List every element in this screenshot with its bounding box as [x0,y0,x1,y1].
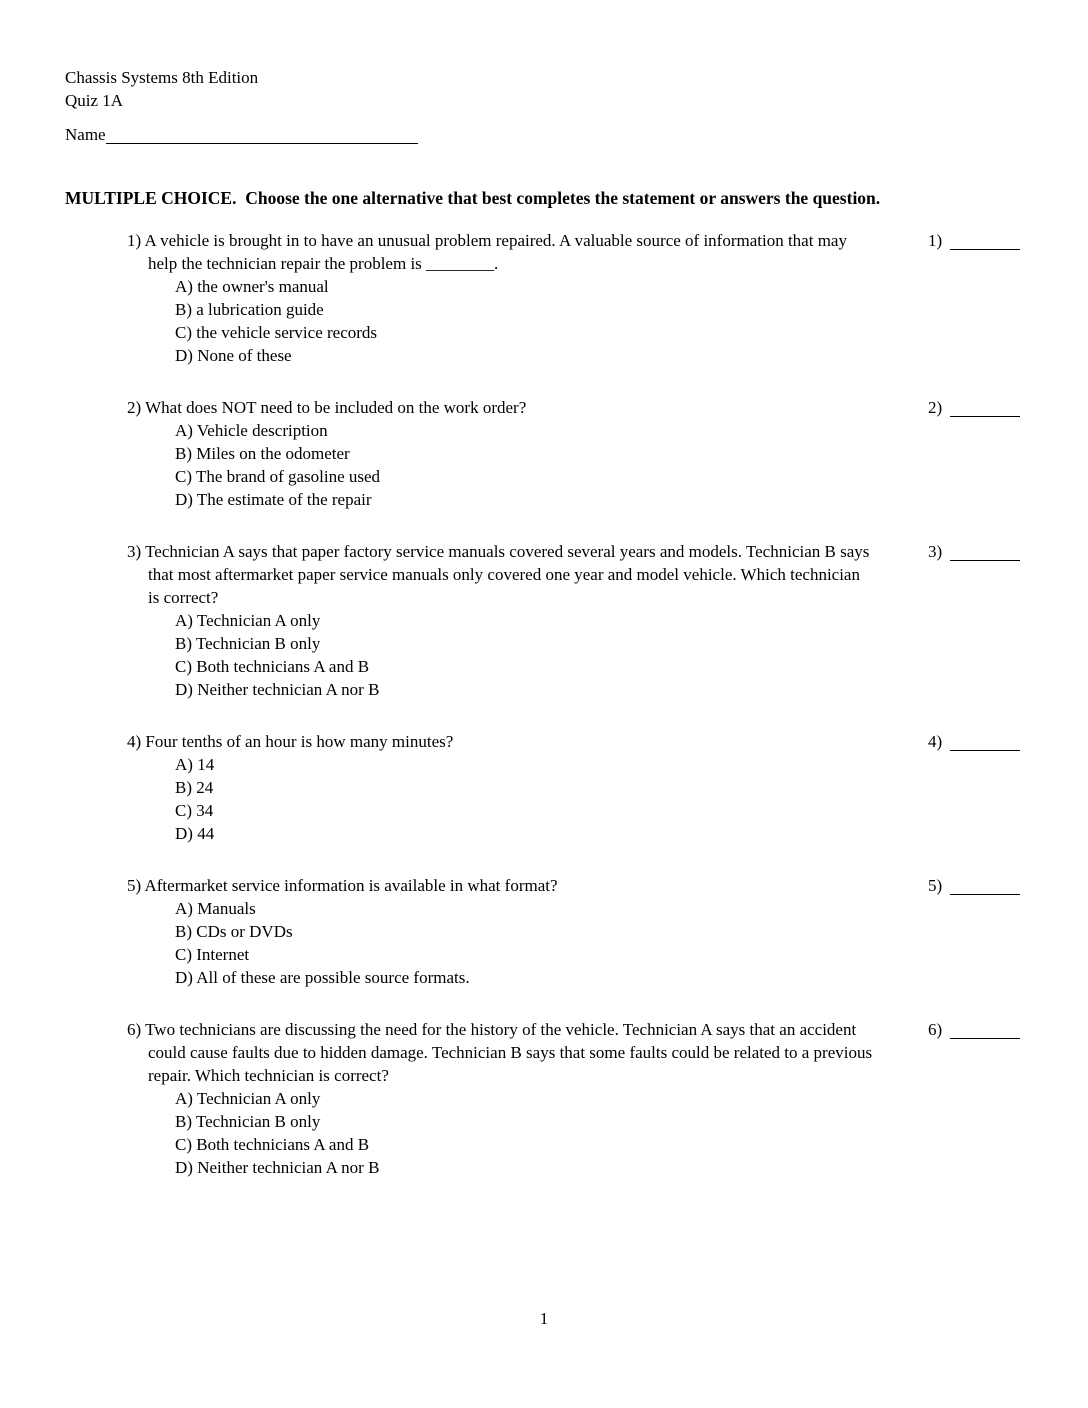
answer-choice: D) The estimate of the repair [175,490,372,509]
question-text: 5) Aftermarket service information is available in what format? [127,876,558,895]
answer-blank-field[interactable] [950,734,1020,751]
question-main [65,540,928,701]
question-number: 3) [127,542,142,561]
question-text: 6) Two technicians are discussing the need for the history of the vehicle. Technician A says that an accident could cause faults due to hidden damage. Technician B says that some faults could be related to a previous repair. Which technician is correct? [127,1020,873,1085]
answer-choice: D) None of these [175,346,292,365]
page-number: 1 [539,1309,549,1328]
answer-area [928,1018,1023,1041]
answer-choice: A) Manuals [175,899,256,918]
answer-area [928,874,1023,897]
question-number: 4) [127,732,142,751]
choices-list [127,897,873,989]
answer-choice: A) Technician A only [175,1089,321,1108]
answer-choice: D) Neither technician A nor B [175,1158,380,1177]
question-number: 1) [127,231,142,250]
book-title: Chassis Systems 8th Edition [65,68,259,87]
question-text: 2) What does NOT need to be included on the work order? [127,398,527,417]
answer-choice: B) 24 [175,778,214,797]
answer-blank-field[interactable] [950,878,1020,895]
answer-choice: B) Miles on the odometer [175,444,350,463]
question-main [65,1018,928,1179]
question-number: 5) [127,876,142,895]
answer-choice: C) the vehicle service records [175,323,378,342]
answer-number: 4) [928,732,943,751]
answer-number: 3) [928,542,943,561]
name-blank-field[interactable] [106,127,418,144]
answer-choice: B) Technician B only [175,1112,321,1131]
answer-number: 1) [928,231,943,250]
choices-list [127,419,873,511]
answer-area [928,396,1023,419]
answer-area [928,540,1023,563]
question-row [65,1018,1023,1179]
question-number: 6) [127,1020,142,1039]
answer-number: 6) [928,1020,943,1039]
question-text: 3) Technician A says that paper factory service manuals covered several years and models. Technician B says that most aftermarket paper service manuals only covered one year and model vehicle. Which technician is correct? [127,542,870,607]
question-row [65,540,1023,701]
answer-area [928,730,1023,753]
document-header [65,66,1023,112]
answer-choice: A) Vehicle description [175,421,328,440]
answer-number: 2) [928,398,943,417]
answer-blank-field[interactable] [950,400,1020,417]
question-main [65,874,928,989]
answer-number: 5) [928,876,943,895]
answer-blank-field[interactable] [950,544,1020,561]
answer-choice: C) Both technicians A and B [175,1135,370,1154]
choices-list [127,1087,873,1179]
name-label: Name [65,125,106,144]
question-text: 1) A vehicle is brought in to have an unusual problem repaired. A valuable source of information that may help the technician repair the problem is ________. [127,231,847,273]
choices-list [127,275,873,367]
question-text: 4) Four tenths of an hour is how many minutes? [127,732,454,751]
answer-area [928,229,1023,252]
quiz-title: Quiz 1A [65,91,124,110]
answer-choice: A) Technician A only [175,611,321,630]
question-row [65,396,1023,511]
answer-choice: B) Technician B only [175,634,321,653]
answer-choice: D) All of these are possible source formats. [175,968,470,987]
answer-choice: C) Internet [175,945,250,964]
answer-choice: C) 34 [175,801,214,820]
answer-blank-field[interactable] [950,1022,1020,1039]
answer-choice: B) CDs or DVDs [175,922,293,941]
answer-choice: C) Both technicians A and B [175,657,370,676]
choices-list [127,753,873,845]
question-row [65,730,1023,845]
questions-list [65,229,1023,1179]
answer-choice: A) 14 [175,755,215,774]
answer-choice: B) a lubrication guide [175,300,324,319]
question-main [65,730,928,845]
question-main [65,229,928,367]
choices-list [127,609,873,701]
name-row [65,123,1023,146]
instructions-heading: MULTIPLE CHOICE. Choose the one alternative that best completes the statement or answers the question. [65,188,881,208]
question-number: 2) [127,398,142,417]
question-row [65,874,1023,989]
answer-choice: D) Neither technician A nor B [175,680,380,699]
question-row [65,229,1023,367]
answer-blank-field[interactable] [950,233,1020,250]
answer-choice: A) the owner's manual [175,277,329,296]
answer-choice: D) 44 [175,824,215,843]
question-main [65,396,928,511]
answer-choice: C) The brand of gasoline used [175,467,381,486]
